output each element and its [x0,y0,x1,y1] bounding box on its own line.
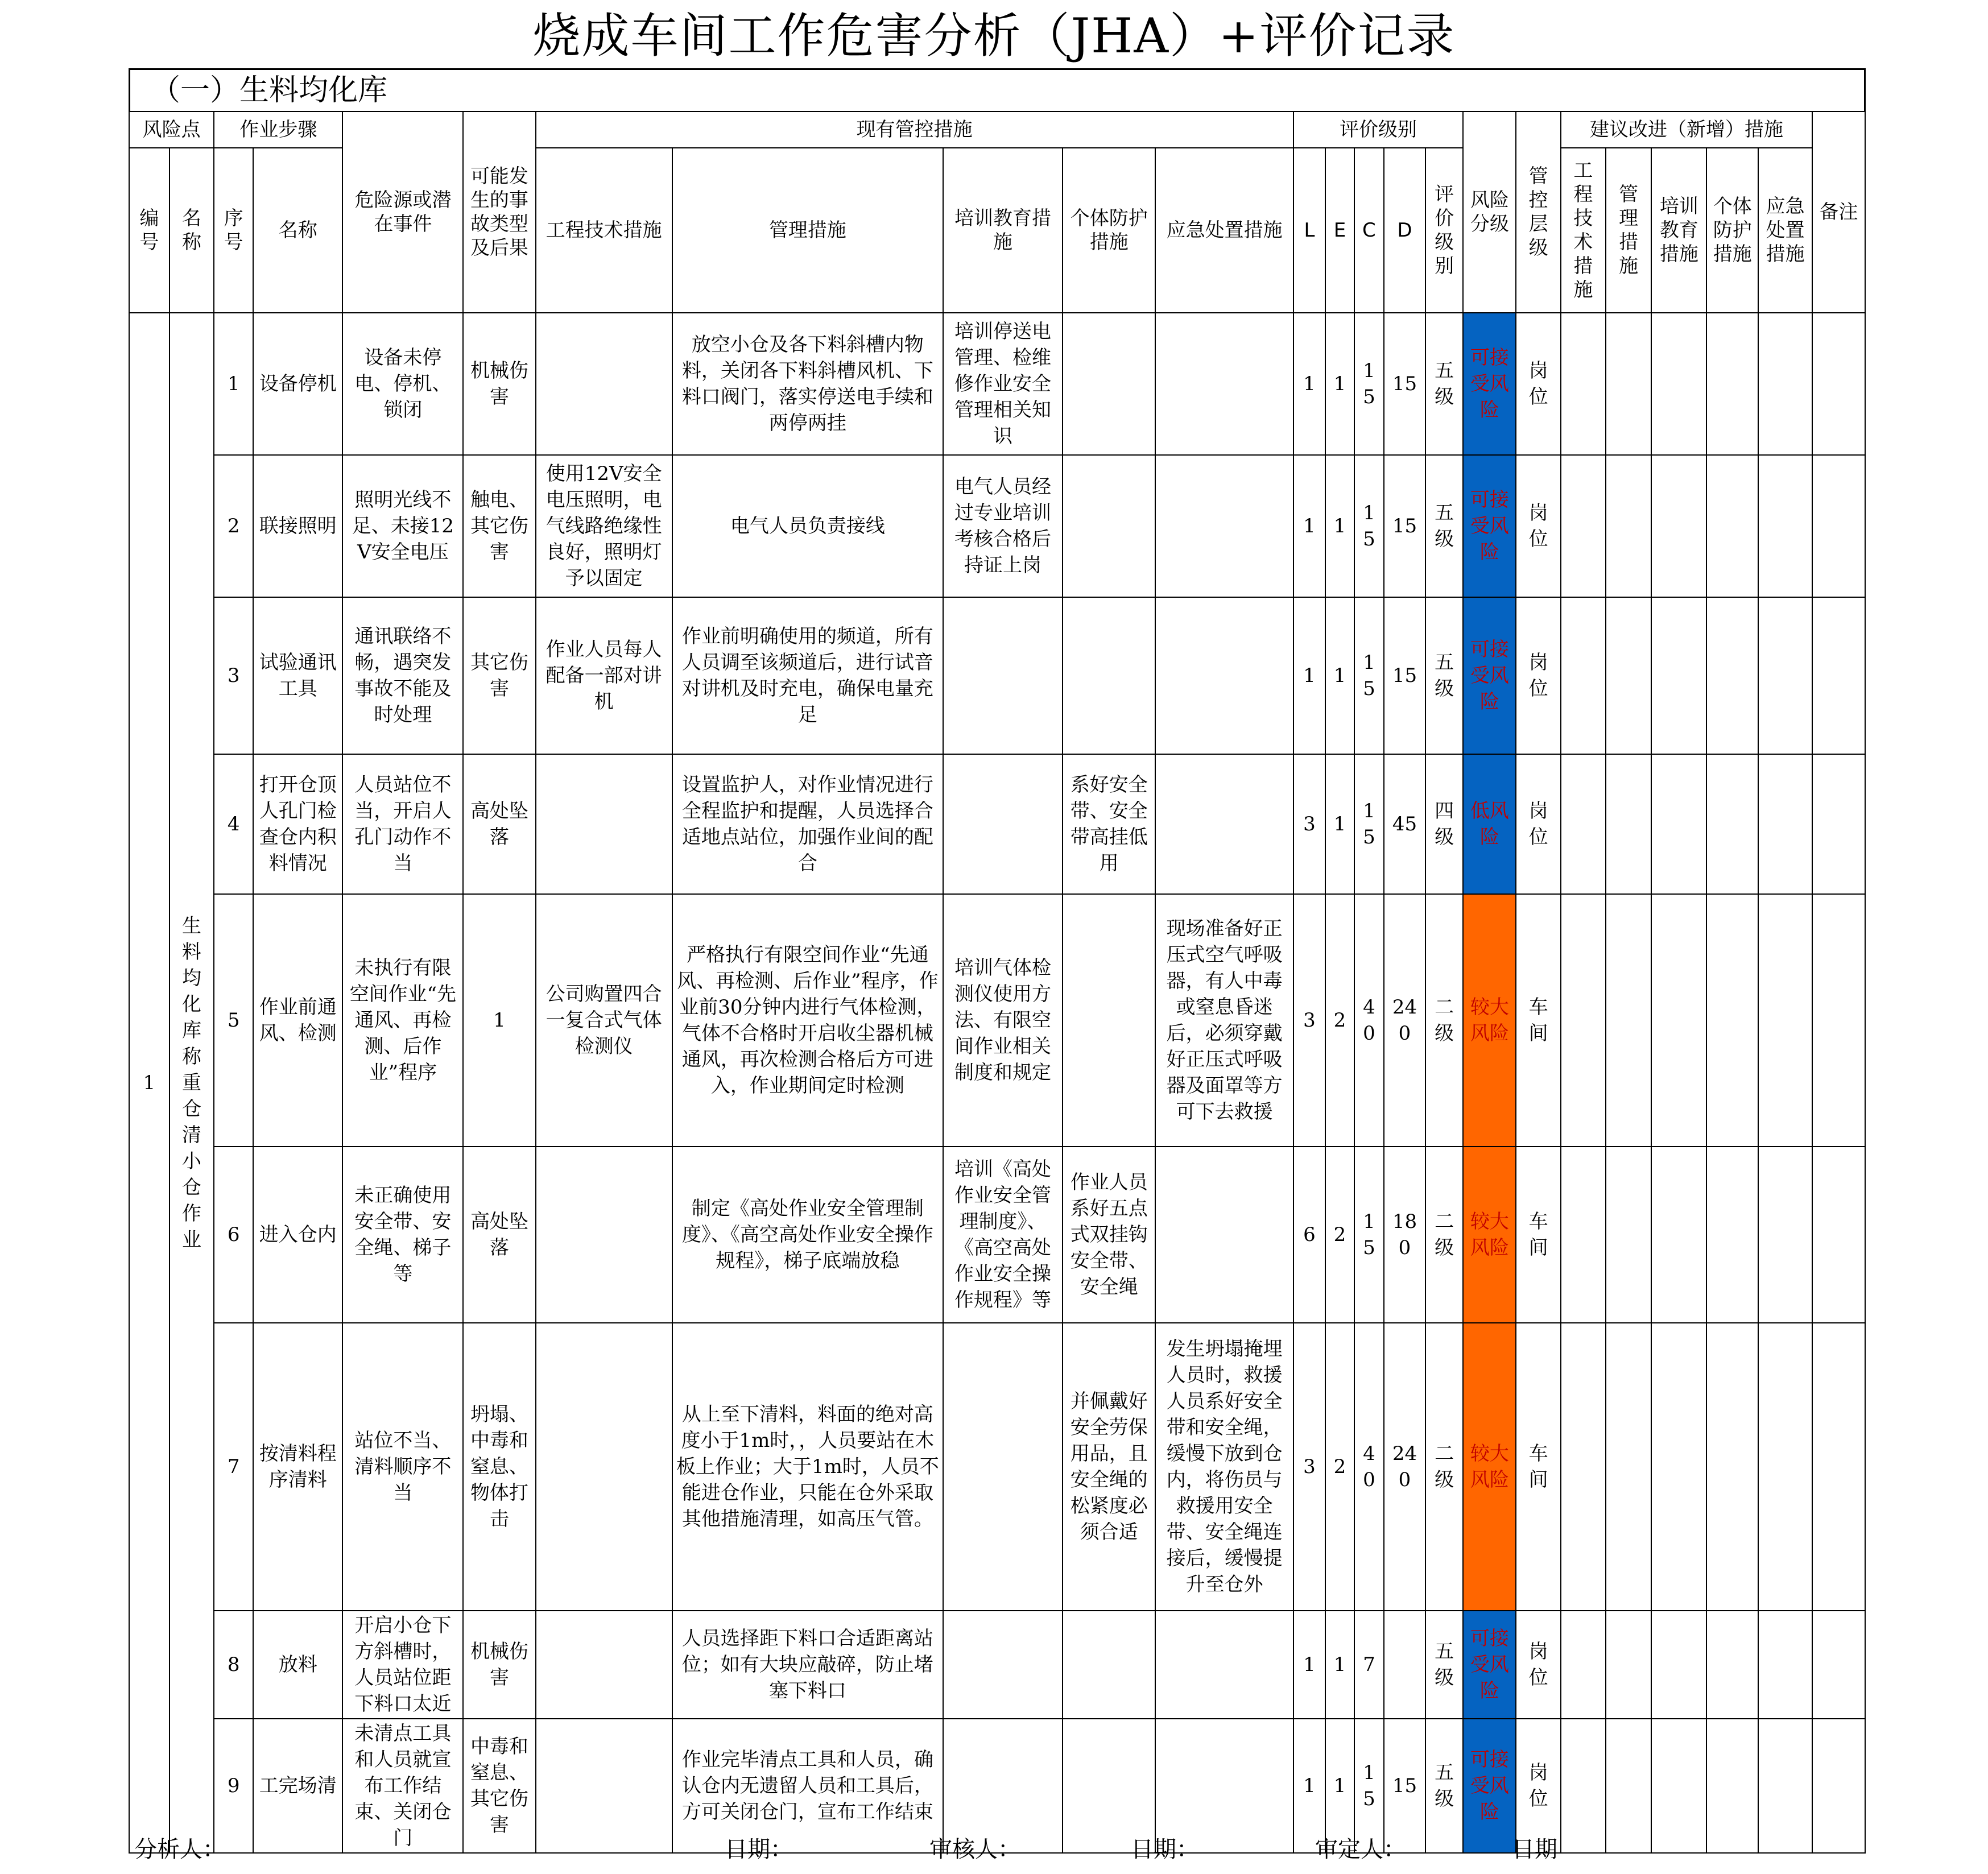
header-grade: 评价级别 [1425,148,1464,313]
header-hazard: 危险源或潜在事件 [342,111,463,313]
emergency-cell [1155,1147,1293,1323]
emergency-cell [1155,455,1293,597]
emergency-cell [1155,597,1293,754]
suggested-measure-cell [1758,754,1812,894]
remark-cell [1812,894,1865,1147]
ppe-cell [1063,1611,1155,1719]
C-cell: 15 [1354,597,1384,754]
hazard-cell: 未清点工具和人员就宣布工作结束、关闭仓门 [342,1719,463,1853]
suggested-measure-cell [1561,597,1606,754]
training-cell: 培训气体检测仪使用方法、有限空间作业相关制度和规定 [943,894,1063,1147]
step-name: 按清料程序清料 [253,1323,342,1611]
management-cell: 作业完毕清点工具和人员，确认仓内无遗留人员和工具后，方可关闭仓门，宣布工作结束 [672,1719,943,1853]
hazard-cell: 设备未停电、停机、锁闭 [342,313,463,455]
grade-cell: 二级 [1425,1147,1464,1323]
training-cell: 电气人员经过专业培训考核合格后持证上岗 [943,455,1063,597]
header-ppe: 个体防护措施 [1063,148,1155,313]
step-name: 设备停机 [253,313,342,455]
suggested-measure-cell [1706,313,1758,455]
suggested-measure-cell [1706,1611,1758,1719]
header-accident: 可能发生的事故类型及后果 [463,111,535,313]
table-row [129,1611,1865,1719]
risk-class-badge: 较大风险 [1463,1147,1516,1323]
remark-cell [1812,313,1865,455]
step-name: 联接照明 [253,455,342,597]
remark-cell [1812,597,1865,754]
step-seq: 3 [214,597,253,754]
step-seq: 5 [214,894,253,1147]
step-seq: 4 [214,754,253,894]
suggested-measure-cell [1758,894,1812,1147]
table-row [129,313,1865,455]
E-cell: 2 [1325,1147,1354,1323]
ppe-cell: 系好安全带、安全带高挂低用 [1063,754,1155,894]
suggested-measure-cell [1561,754,1606,894]
ppe-cell [1063,894,1155,1147]
suggested-measure-cell [1651,894,1706,1147]
analyst-label: 分析人： [134,1836,225,1863]
accident-cell: 机械伤害 [463,1611,535,1719]
ppe-cell [1063,597,1155,754]
risk-class-badge: 可接受风险 [1463,313,1516,455]
table-row [129,1323,1865,1611]
E-cell: 1 [1325,1611,1354,1719]
accident-cell: 其它伤害 [463,597,535,754]
L-cell: 6 [1293,1147,1326,1323]
table-row [129,894,1865,1147]
grade-cell: 五级 [1425,597,1464,754]
suggested-measure-cell [1651,313,1706,455]
suggested-measure-cell [1606,1323,1652,1611]
control-level-cell: 岗位 [1516,1719,1561,1853]
risk-class-badge: 可接受风险 [1463,455,1516,597]
training-cell [943,597,1063,754]
reviewer-label: 审核人： [929,1836,1020,1863]
suggested-measure-cell [1758,1323,1812,1611]
risk-class-badge: 可接受风险 [1463,597,1516,754]
header-s-engineering: 工程技术措施 [1561,148,1606,313]
accident-cell: 1 [463,894,535,1147]
management-cell: 作业前明确使用的频道，所有人员调至该频道后，进行试音对讲机及时充电，确保电量充足 [672,597,943,754]
training-cell: 培训《高处作业安全管理制度》、《高空高处作业安全操作规程》等 [943,1147,1063,1323]
suggested-measure-cell [1561,894,1606,1147]
engineering-cell: 作业人员每人配备一部对讲机 [536,597,672,754]
remark-cell [1812,1147,1865,1323]
emergency-cell [1155,313,1293,455]
suggested-measure-cell [1606,455,1652,597]
header-L: L [1293,148,1326,313]
E-cell: 2 [1325,1323,1354,1611]
accident-cell: 高处坠落 [463,754,535,894]
header-row-1 [129,111,1865,148]
C-cell: 15 [1354,455,1384,597]
D-cell: 180 [1384,1147,1425,1323]
control-level-cell: 岗位 [1516,597,1561,754]
risk-class-badge: 较大风险 [1463,1323,1516,1611]
header-training: 培训教育措施 [943,148,1063,313]
E-cell: 1 [1325,754,1354,894]
L-cell: 1 [1293,313,1326,455]
approver-label: 审定人： [1315,1836,1406,1863]
document-title: 烧成车间工作危害分析（JHA）+评价记录 [532,8,1456,64]
C-cell: 15 [1354,1719,1384,1853]
suggested-measure-cell [1706,894,1758,1147]
D-cell: 240 [1384,1323,1425,1611]
suggested-measure-cell [1706,754,1758,894]
date-label-1: 日期： [725,1836,793,1863]
ppe-cell: 作业人员系好五点式双挂钩安全带、安全绳 [1063,1147,1155,1323]
ppe-cell [1063,455,1155,597]
step-name: 打开仓顶人孔门检查仓内积料情况 [253,754,342,894]
training-cell [943,754,1063,894]
suggested-measure-cell [1651,1323,1706,1611]
hazard-cell: 未正确使用安全带、安全绳、梯子等 [342,1147,463,1323]
engineering-cell [536,313,672,455]
section-title: （一）生料均化库 [129,68,1866,111]
header-s-training: 培训教育措施 [1651,148,1706,313]
hazard-cell: 照明光线不足、未接12V安全电压 [342,455,463,597]
jha-body [129,313,1865,1853]
E-cell: 1 [1325,313,1354,455]
remark-cell [1812,455,1865,597]
suggested-measure-cell [1706,455,1758,597]
step-name: 作业前通风、检测 [253,894,342,1147]
step-name: 工完场清 [253,1719,342,1853]
suggested-measure-cell [1706,1323,1758,1611]
engineering-cell: 公司购置四合一复合式气体检测仪 [536,894,672,1147]
header-s-ppe: 个体防护措施 [1706,148,1758,313]
header-step-name: 名称 [253,148,342,313]
jha-table [129,111,1866,1854]
accident-cell: 高处坠落 [463,1147,535,1323]
step-seq: 7 [214,1323,253,1611]
ppe-cell [1063,313,1155,455]
hazard-cell: 开启小仓下方斜槽时，人员站位距下料口太近 [342,1611,463,1719]
suggested-measure-cell [1561,1611,1606,1719]
suggested-measure-cell [1561,1323,1606,1611]
hazard-cell: 未执行有限空间作业“先通风、再检测、后作业”程序 [342,894,463,1147]
suggested-measure-cell [1561,1147,1606,1323]
suggested-measure-cell [1758,1611,1812,1719]
C-cell: 40 [1354,894,1384,1147]
header-no: 编号 [129,148,170,313]
suggested-measure-cell [1606,1611,1652,1719]
grade-cell: 五级 [1425,455,1464,597]
D-cell: 15 [1384,597,1425,754]
engineering-cell: 使用12V安全电压照明，电气线路绝缘性良好，照明灯予以固定 [536,455,672,597]
header-remark: 备注 [1812,111,1865,313]
control-level-cell: 岗位 [1516,1611,1561,1719]
engineering-cell [536,1611,672,1719]
emergency-cell: 现场准备好正压式空气呼吸器，有人中毒或窒息昏迷后，必须穿戴好正压式呼吸器及面罩等方可下去救援 [1155,894,1293,1147]
suggested-measure-cell [1651,455,1706,597]
step-seq: 6 [214,1147,253,1323]
risk-class-badge: 可接受风险 [1463,1719,1516,1853]
header-s-management: 管理措施 [1606,148,1652,313]
table-row [129,455,1865,597]
remark-cell [1812,1323,1865,1611]
training-cell: 培训停送电管理、检维修作业安全管理相关知识 [943,313,1063,455]
header-evaluation: 评价级别 [1293,111,1464,148]
emergency-cell [1155,1611,1293,1719]
group-no: 1 [129,313,170,1853]
table-row [129,597,1865,754]
suggested-measure-cell [1606,597,1652,754]
L-cell: 3 [1293,894,1326,1147]
header-name: 名称 [170,148,214,313]
header-risk-point: 风险点 [129,111,214,148]
suggested-measure-cell [1758,313,1812,455]
header-engineering: 工程技术措施 [536,148,672,313]
date-label-2: 日期： [1131,1836,1199,1863]
control-level-cell: 岗位 [1516,754,1561,894]
suggested-measure-cell [1561,313,1606,455]
D-cell: 15 [1384,455,1425,597]
header-seq: 序号 [214,148,253,313]
management-cell: 从上至下清料，料面的绝对高度小于1m时，，人员要站在木板上作业；大于1m时，人员不能进仓作业，只能在仓外采取其他措施清理，如高压气管。 [672,1323,943,1611]
jha-sheet [129,68,1866,1854]
suggested-measure-cell [1758,455,1812,597]
step-name: 试验通讯工具 [253,597,342,754]
step-seq: 8 [214,1611,253,1719]
ppe-cell: 并佩戴好安全劳保用品，且安全绳的松紧度必须合适 [1063,1323,1155,1611]
grade-cell: 四级 [1425,754,1464,894]
step-seq: 2 [214,455,253,597]
suggested-measure-cell [1606,313,1652,455]
control-level-cell: 车间 [1516,894,1561,1147]
D-cell: 240 [1384,894,1425,1147]
management-cell: 严格执行有限空间作业“先通风、再检测、后作业”程序，作业前30分钟内进行气体检测，气体不合格时开启收尘器机械通风，再次检测合格后方可进入，作业期间定时检测 [672,894,943,1147]
suggested-measure-cell [1651,754,1706,894]
suggested-measure-cell [1651,597,1706,754]
header-emergency: 应急处置措施 [1155,148,1293,313]
D-cell: 15 [1384,313,1425,455]
header-existing-measures: 现有管控措施 [536,111,1293,148]
engineering-cell [536,1323,672,1611]
suggested-measure-cell [1706,1147,1758,1323]
C-cell: 15 [1354,1147,1384,1323]
L-cell: 1 [1293,455,1326,597]
C-cell: 15 [1354,754,1384,894]
L-cell: 1 [1293,1611,1326,1719]
header-E: E [1325,148,1354,313]
header-s-emergency: 应急处置措施 [1758,148,1812,313]
grade-cell: 五级 [1425,1611,1464,1719]
suggested-measure-cell [1606,894,1652,1147]
date-label-3: 日期 [1512,1836,1557,1863]
table-row [129,754,1865,894]
header-work-steps: 作业步骤 [214,111,342,148]
C-cell: 15 [1354,313,1384,455]
engineering-cell [536,754,672,894]
remark-cell [1812,1611,1865,1719]
training-cell [943,1611,1063,1719]
step-seq: 1 [214,313,253,455]
emergency-cell [1155,754,1293,894]
hazard-cell: 通讯联络不畅，遇突发事故不能及时处理 [342,597,463,754]
management-cell: 放空小仓及各下料斜槽内物料，关闭各下料斜槽风机、下料口阀门，落实停送电手续和两停两挂 [672,313,943,455]
L-cell: 3 [1293,754,1326,894]
management-cell: 设置监护人，对作业情况进行全程监护和提醒，人员选择合适地点站位，加强作业间的配合 [672,754,943,894]
L-cell: 1 [1293,1719,1326,1853]
step-seq: 9 [214,1719,253,1853]
E-cell: 1 [1325,1719,1354,1853]
hazard-cell: 站位不当、清料顺序不当 [342,1323,463,1611]
grade-cell: 五级 [1425,1719,1464,1853]
training-cell [943,1323,1063,1611]
accident-cell: 机械伤害 [463,313,535,455]
suggested-measure-cell [1758,1147,1812,1323]
control-level-cell: 岗位 [1516,313,1561,455]
remark-cell [1812,754,1865,894]
suggested-measure-cell [1706,597,1758,754]
control-level-cell: 岗位 [1516,455,1561,597]
management-cell: 制定《高处作业安全管理制度》、《高空高处作业安全操作规程》，梯子底端放稳 [672,1147,943,1323]
grade-cell: 二级 [1425,1323,1464,1611]
header-C: C [1354,148,1384,313]
grade-cell: 二级 [1425,894,1464,1147]
D-cell [1384,1611,1425,1719]
E-cell: 1 [1325,455,1354,597]
control-level-cell: 车间 [1516,1147,1561,1323]
grade-cell: 五级 [1425,313,1464,455]
management-cell: 电气人员负责接线 [672,455,943,597]
header-management: 管理措施 [672,148,943,313]
suggested-measure-cell [1606,1147,1652,1323]
L-cell: 1 [1293,597,1326,754]
D-cell: 15 [1384,1719,1425,1853]
table-row [129,1147,1865,1323]
header-D: D [1384,148,1425,313]
suggested-measure-cell [1561,455,1606,597]
emergency-cell: 发生坍塌掩埋人员时，救援人员系好安全带和安全绳，缓慢下放到仓内，将伤员与救援用安全带、安全绳连接后，缓慢提升至仓外 [1155,1323,1293,1611]
signature-footer [129,1832,1866,1867]
suggested-measure-cell [1651,1147,1706,1323]
management-cell: 人员选择距下料口合适距离站位；如有大块应敲碎，防止堵塞下料口 [672,1611,943,1719]
hazard-cell: 人员站位不当，开启人孔门动作不当 [342,754,463,894]
suggested-measure-cell [1606,754,1652,894]
accident-cell: 坍塌、中毒和窒息、物体打击 [463,1323,535,1611]
C-cell: 40 [1354,1323,1384,1611]
risk-class-badge: 较大风险 [1463,894,1516,1147]
L-cell: 3 [1293,1323,1326,1611]
group-name: 生料均化库称重仓清小仓作业 [170,313,214,1853]
header-risk-class: 风险分级 [1463,111,1516,313]
step-name: 进入仓内 [253,1147,342,1323]
C-cell: 7 [1354,1611,1384,1719]
accident-cell: 触电、其它伤害 [463,455,535,597]
control-level-cell: 车间 [1516,1323,1561,1611]
suggested-measure-cell [1651,1611,1706,1719]
accident-cell: 中毒和窒息、其它伤害 [463,1719,535,1853]
risk-class-badge: 可接受风险 [1463,1611,1516,1719]
D-cell: 45 [1384,754,1425,894]
risk-class-badge: 低风险 [1463,754,1516,894]
E-cell: 1 [1325,597,1354,754]
step-name: 放料 [253,1611,342,1719]
E-cell: 2 [1325,894,1354,1147]
header-control-level: 管控层级 [1516,111,1561,313]
header-suggested-measures: 建议改进（新增）措施 [1561,111,1812,148]
engineering-cell [536,1147,672,1323]
suggested-measure-cell [1758,597,1812,754]
